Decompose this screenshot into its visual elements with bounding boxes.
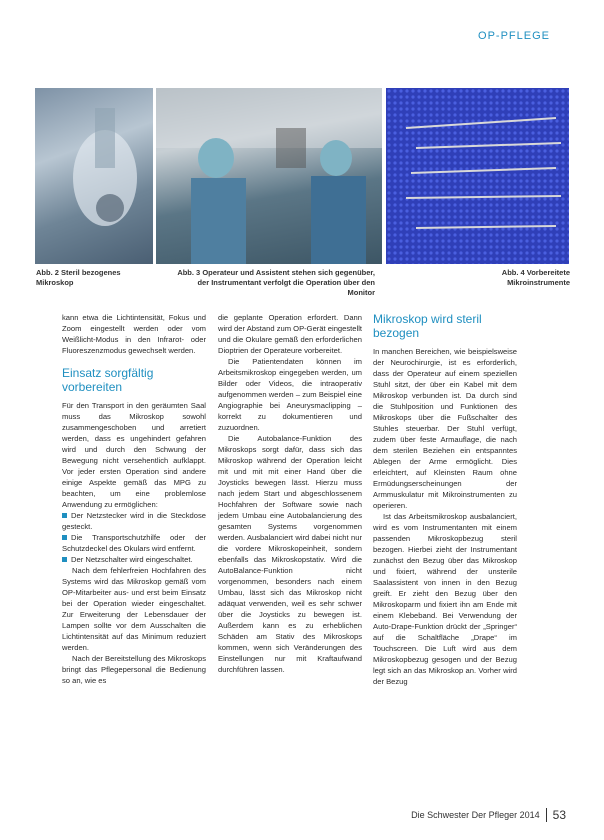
- operating-room-photo-icon: [156, 88, 382, 264]
- paragraph: In manchen Bereichen, wie beispielsweise der Neurochirurgie, ist es erforderlich, dass der Operateur auf einem speziellen Stuhl sitzt, der über ein Kabel mit dem Mikroskop verbunden ist. Da durch sind die Stuhlposition und Funktionen des Mikroskops über die Fußschalter des Stuhles steuerbar. Der Stuhl verfügt, zudem über feste Armauflage, die nach dem sterilen Beziehen ein entspanntes Ablegen der Arme ermöglicht. Dies erleichtert, auf Kleinsten Raum ohne Ermüdungserscheinungen der Armmuskulatur mit Mikroinstrumenten zu operieren.: [373, 347, 517, 510]
- bullet-item: Die Transportschutzhilfe oder der Schutzdeckel des Okulars wird entfernt.: [62, 533, 206, 553]
- subheading: Mikroskop wird steril bezogen: [373, 312, 482, 340]
- page-footer: [411, 808, 566, 822]
- bullet-square-icon: [62, 513, 67, 518]
- text-column-1: [62, 312, 206, 686]
- paragraph: Die Patientendaten können im Arbeitsmikroskop eingegeben werden, um Bilder oder Videos, die intraoperativ aufgenommen werden – zum Beispiel eine Angiographie bei Aneurysmaclipping – korrekt zu dokumentieren und zuzuordnen.: [218, 357, 362, 432]
- bullet-square-icon: [62, 535, 67, 540]
- section-label: OP-PFLEGE: [478, 30, 550, 42]
- text-column-2: [218, 312, 362, 675]
- subheading: Einsatz sorgfältig vorbereiten: [62, 366, 154, 394]
- figure-4-caption: Abb. 4 Vorbereitete Mikroinstrumente: [501, 268, 570, 287]
- paragraph: kann etwa die Lichtintensität, Fokus und Zoom eingestellt werden oder vom Weißlicht-Modus in den Infrarot- oder Fluoreszenzmodus gewechselt werden.: [62, 313, 206, 355]
- paragraph: Für den Transport in den geräumten Saal muss das Mikroskop sowohl zusammengeschoben und arretiert werden, dass es ungehindert gefahren wird und durch den Schwung der Bewegung nicht versehentlich aufklappt. Vor jeder ersten Operation sind andere einige Aspekte gemäß das MPG zu beachten, um eine problemlose Anwendung zu ermöglichen:: [62, 401, 206, 509]
- bullet-square-icon: [62, 557, 67, 562]
- bullet-item: Der Netzstecker wird in die Steckdose gesteckt.: [62, 511, 206, 531]
- paragraph: Nach dem fehlerfreien Hochfahren des Systems wird das Mikroskop gemäß vom OP-Mitarbeiter aus- und erst beim Einsatz bei der Operation wieder eingeschaltet. Zur Erweiterung der Lebensdauer der Lampen sollte vor dem Ausschalten die Lichtintensität auf das Minimum reduziert werden.: [62, 566, 206, 652]
- paragraph: die geplante Operation erfordert. Dann wird der Abstand zum OP-Gerät eingestellt und die Okulare gemäß den erforderlichen Dioptrien der Operateure vorbereitet.: [218, 313, 362, 355]
- figure-4-photo: [386, 88, 569, 264]
- paragraph: Die Autobalance-Funktion des Mikroskops sorgt dafür, dass sich das Mikroskop während der Operation leicht mit und mit mit einer Hand über die Joysticks bewegen lässt. Hierzu muss nach jedem Start und abgeschlossenem Hochfahren der Software sowie nach jedem Umbau eine Autobalancierung des gesamten Systems vorgenommen werden. Ausbalanciert wird dabei nicht nur die vordere Mikroskopeinheit, sondern ebenfalls das Mikroskopstativ. Wird die AutoBalance-Funktion nicht vorgenommen, besonders nach einem Umbau, lässt sich das Mikroskop nicht adäquat verwenden, weil es sehr schwer über die Joysticks zu bewegen ist. Außerdem kann es zu erheblichen Schäden am Stativ des Mikroskops kommen, wenn sich Veränderungen des Einstellungen nur mit Kraftaufwand durchführen lassen.: [218, 434, 362, 674]
- microscope-photo-icon: [35, 88, 153, 264]
- paragraph: Nach der Bereitstellung des Mikroskops bringt das Pflegepersonal die Bedienung so an, wie es: [62, 654, 206, 685]
- paragraph: Ist das Arbeitsmikroskop ausbalanciert, wird es vom Instrumentanten mit einem passenden Mikroskopbezug steril bezogen. Hierbei zieht der Instrumentant zunächst den Bezug über das Mikroskop und fixiert, während der unsterile Saalassistent von innen in den Bezug greift. Er zieht den Bezug über den Mikroskoparm und fixiert ihn am Ende mit einem Klebeband. Bei Verwendung der Auto-Drape-Funktion drückt der „Springer“ auf die Schaltfläche „Drape“ im Touchscreen. Die Luft wird aus dem Mikroskopbezug gesogen und der Bezug legt sich an das Mikroskop an. Vorher wird der Bezug: [373, 512, 517, 686]
- figure-2-photo: [35, 88, 153, 264]
- bullet-item: Der Netzschalter wird eingeschaltet.: [62, 554, 206, 565]
- journal-name: Die Schwester Der Pfleger 2014: [411, 810, 540, 820]
- text-column-3: [373, 312, 517, 687]
- figure-2-caption: Abb. 2 Steril bezogenes Mikroskop: [36, 268, 121, 287]
- instruments-tray-photo-icon: [386, 88, 569, 264]
- figure-3-caption: Abb. 3 Operateur und Assistent stehen sich gegenüber, der Instrumentant verfolgt die Operation über den Monitor: [177, 268, 375, 297]
- footer-divider: [546, 808, 547, 822]
- figure-3-photo: [156, 88, 382, 264]
- page-number: 53: [552, 808, 566, 822]
